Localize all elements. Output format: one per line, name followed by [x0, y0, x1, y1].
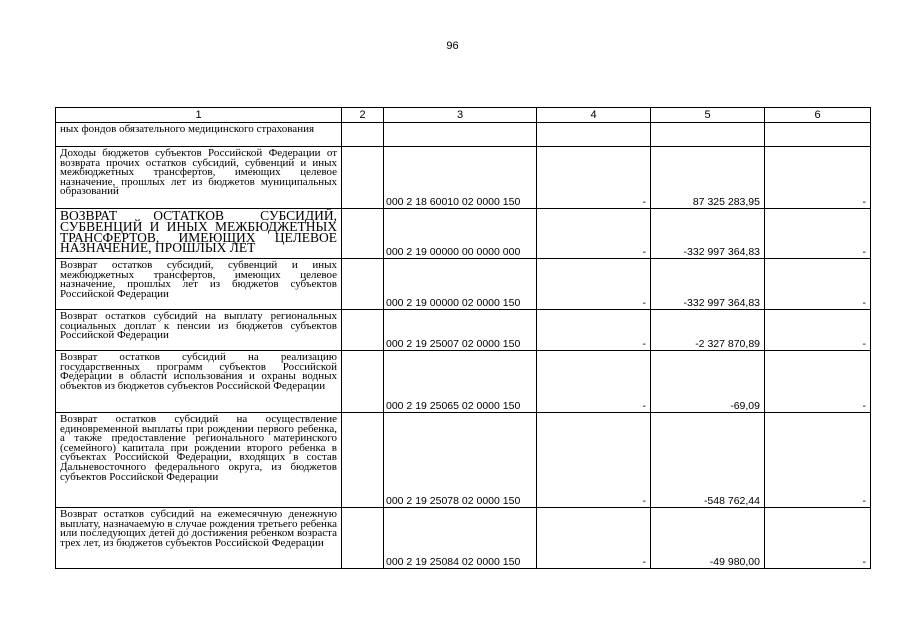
row-code: 000 2 19 00000 02 0000 150	[384, 259, 537, 310]
row-amount	[651, 123, 765, 147]
row-col4: -	[537, 351, 651, 413]
row-code: 000 2 19 25084 02 0000 150	[384, 508, 537, 569]
row-name: Возврат остатков субсидий на реализацию государственных программ субъектов Российской Федерации в области использования и охраны водных объектов из бюджетов субъектов Российской Федерации	[56, 351, 342, 413]
table-header-row	[56, 108, 871, 123]
row-col6: -	[765, 351, 871, 413]
row-name: Возврат остатков субсидий на выплату региональных социальных доплат к пенсии из бюджетов субъектов Российской Федерации	[56, 310, 342, 351]
row-name: ВОЗВРАТ ОСТАТКОВ СУБСИДИЙ, СУБВЕНЦИЙ И ИНЫХ МЕЖБЮДЖЕТНЫХ ТРАНСФЕРТОВ, ИМЕЮЩИХ ЦЕЛЕВОЕ НАЗНАЧЕНИЕ, ПРОШЛЫХ ЛЕТ	[56, 209, 342, 259]
row-col6	[765, 123, 871, 147]
table-row	[56, 508, 871, 569]
table-row	[56, 413, 871, 508]
table-row	[56, 209, 871, 259]
column-header-4: 4	[537, 108, 651, 123]
row-code: 000 2 18 60010 02 0000 150	[384, 147, 537, 209]
row-col4: -	[537, 259, 651, 310]
row-amount: -49 980,00	[651, 508, 765, 569]
row-amount: 87 325 283,95	[651, 147, 765, 209]
table-row	[56, 351, 871, 413]
column-header-6: 6	[765, 108, 871, 123]
row-col2	[342, 259, 384, 310]
row-code: 000 2 19 25065 02 0000 150	[384, 351, 537, 413]
row-code	[384, 123, 537, 147]
row-col4: -	[537, 413, 651, 508]
row-amount: -2 327 870,89	[651, 310, 765, 351]
row-amount: -69,09	[651, 351, 765, 413]
row-col2	[342, 123, 384, 147]
row-col2	[342, 351, 384, 413]
row-col4: -	[537, 209, 651, 259]
table-row	[56, 310, 871, 351]
column-header-1: 1	[56, 108, 342, 123]
row-col2	[342, 147, 384, 209]
table-row	[56, 147, 871, 209]
row-col4	[537, 123, 651, 147]
budget-table	[55, 107, 871, 569]
row-col2	[342, 209, 384, 259]
row-name: ных фондов обязательного медицинского страхования	[56, 123, 342, 147]
row-code: 000 2 19 00000 00 0000 000	[384, 209, 537, 259]
row-col2	[342, 310, 384, 351]
row-col6: -	[765, 508, 871, 569]
page-number: 96	[446, 40, 459, 52]
row-col6: -	[765, 147, 871, 209]
row-amount: -332 997 364,83	[651, 259, 765, 310]
row-col6: -	[765, 259, 871, 310]
row-col4: -	[537, 310, 651, 351]
table-row	[56, 259, 871, 310]
table-row	[56, 123, 871, 147]
row-name: Возврат остатков субсидий на осуществление единовременной выплаты при рождении первого ребенка, а также предоставление регионального материнского (семейного) капитала при рождении второго ребенка в субъектах Российской Федерации, входящих в состав Дальневосточного федерального округа, из бюджетов субъектов Российской Федерации	[56, 413, 342, 508]
row-amount: -332 997 364,83	[651, 209, 765, 259]
row-col4: -	[537, 147, 651, 209]
row-code: 000 2 19 25078 02 0000 150	[384, 413, 537, 508]
row-amount: -548 762,44	[651, 413, 765, 508]
row-col4: -	[537, 508, 651, 569]
row-code: 000 2 19 25007 02 0000 150	[384, 310, 537, 351]
column-header-3: 3	[384, 108, 537, 123]
row-col6: -	[765, 310, 871, 351]
row-name: Возврат остатков субсидий, субвенций и иных межбюджетных трансфертов, имеющих целевое назначение, прошлых лет из бюджетов субъектов Российской Федерации	[56, 259, 342, 310]
row-col6: -	[765, 209, 871, 259]
column-header-2: 2	[342, 108, 384, 123]
row-col2	[342, 413, 384, 508]
row-name: Возврат остатков субсидий на ежемесячную денежную выплату, назначаемую в случае рождения третьего ребенка или последующих детей до достижения ребенком возраста трех лет, из бюджетов субъектов Российской Федерации	[56, 508, 342, 569]
row-name: Доходы бюджетов субъектов Российской Федерации от возврата прочих остатков субсидий, субвенций и иных межбюджетных трансфертов, имеющих целевое назначение, прошлых лет из бюджетов муниципальных образований	[56, 147, 342, 209]
row-col6: -	[765, 413, 871, 508]
column-header-5: 5	[651, 108, 765, 123]
row-col2	[342, 508, 384, 569]
